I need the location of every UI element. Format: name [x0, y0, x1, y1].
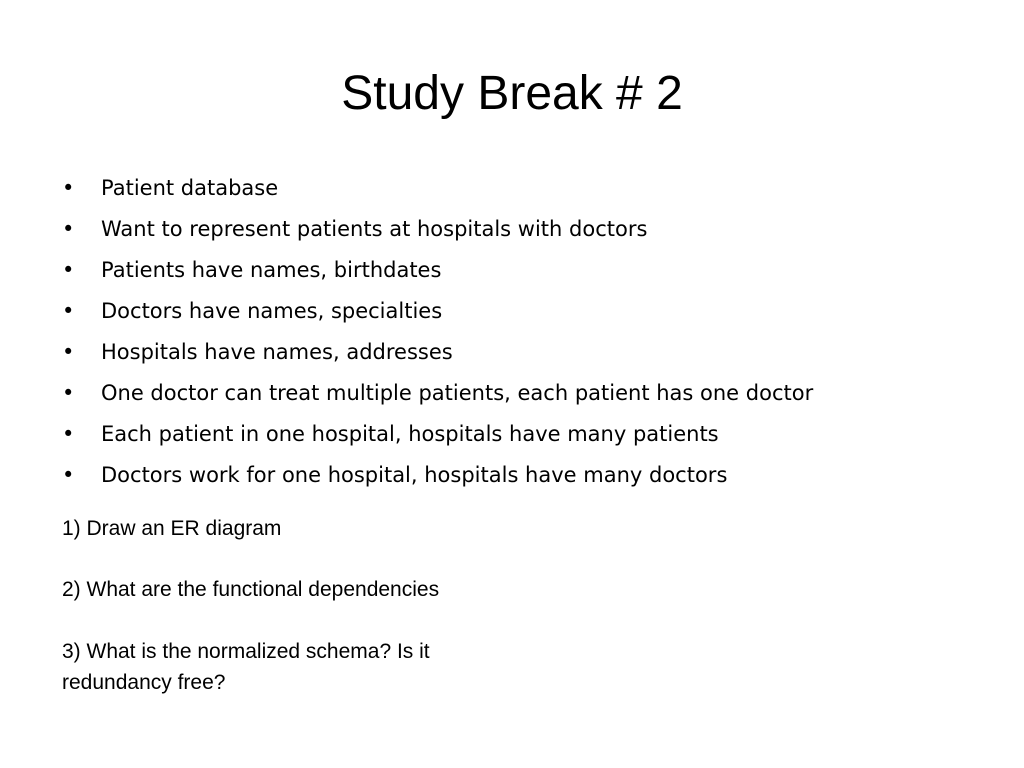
bullet-text: Hospitals have names, addresses: [101, 340, 453, 364]
bullet-item: [62, 416, 982, 457]
bullet-text: Patients have names, birthdates: [101, 258, 442, 282]
bullet-icon: •: [62, 258, 75, 282]
bullet-icon: •: [62, 176, 75, 200]
bullet-item: [62, 293, 982, 334]
bullet-item: [62, 170, 982, 211]
bullet-icon: •: [62, 381, 75, 405]
bullet-icon: •: [62, 217, 75, 241]
question-1: 1) Draw an ER diagram: [62, 517, 282, 540]
bullet-icon: •: [62, 422, 75, 446]
bullet-text: Doctors work for one hospital, hospitals have many doctors: [101, 463, 728, 487]
bullet-item: [62, 375, 982, 416]
slide-title: Study Break # 2: [341, 67, 683, 120]
bullet-text: Each patient in one hospital, hospitals have many patients: [101, 422, 719, 446]
question-2: 2) What are the functional dependencies: [62, 578, 440, 601]
bullet-item: [62, 334, 982, 375]
bullet-icon: •: [62, 463, 75, 487]
bullet-item: [62, 457, 982, 498]
question-3: 3) What is the normalized schema? Is it redundancy free?: [62, 640, 430, 694]
bullet-icon: •: [62, 299, 75, 323]
bullet-item: [62, 252, 982, 293]
bullet-text: Doctors have names, specialties: [101, 299, 443, 323]
bullet-item: [62, 211, 982, 252]
bullet-list: [62, 170, 982, 498]
bullet-text: Want to represent patients at hospitals with doctors: [101, 217, 648, 241]
bullet-icon: •: [62, 340, 75, 364]
bullet-text: One doctor can treat multiple patients, each patient has one doctor: [101, 381, 814, 405]
bullet-text: Patient database: [101, 176, 279, 200]
